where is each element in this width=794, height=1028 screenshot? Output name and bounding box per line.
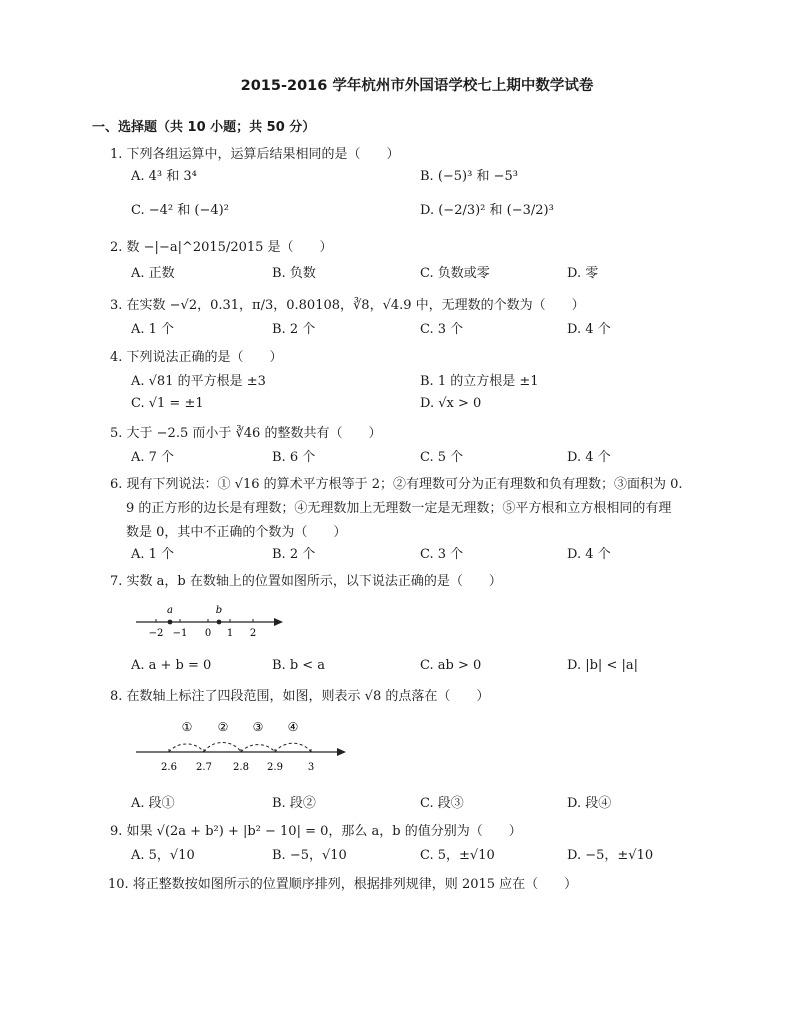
q8-tick-label: 2.6 bbox=[161, 762, 177, 773]
q7-tick-label: 0 bbox=[204, 628, 212, 639]
q6-option-b: B. 2 个 bbox=[272, 547, 316, 562]
q8-segment-arc bbox=[204, 743, 241, 752]
q3-option-d: D. 4 个 bbox=[567, 322, 611, 337]
q7-tick-label: 2 bbox=[249, 628, 257, 639]
q7-tick-label: 1 bbox=[226, 628, 234, 639]
q7-point-b bbox=[217, 620, 222, 625]
q7-option-c: C. ab > 0 bbox=[420, 658, 482, 673]
q8-tick-label: 2.8 bbox=[233, 762, 249, 773]
question-3-stem: 3. 在实数 −√2，0.31，π/3，0.80108，∛8，√4.9 中，无理数的个数为（ ） bbox=[110, 298, 585, 313]
q9-option-c: C. 5，±√10 bbox=[420, 848, 495, 863]
q8-segment-label: ① bbox=[181, 720, 193, 734]
q8-tick-label: 2.7 bbox=[196, 762, 212, 773]
q8-axis-arrow bbox=[337, 748, 346, 756]
q5-option-c: C. 5 个 bbox=[420, 450, 464, 465]
q8-segment-label: ② bbox=[217, 720, 229, 734]
q8-segment-arc bbox=[169, 744, 204, 752]
q8-segment-label: ④ bbox=[287, 720, 299, 734]
question-6-line-2: 9 的正方形的边长是有理数；④无理数加上无理数一定是无理数；⑤平方根和立方根相同的有理 bbox=[126, 501, 672, 516]
q4-option-d: D. √x > 0 bbox=[420, 396, 482, 411]
q1-option-c: C. −4² 和 (−4)² bbox=[131, 203, 229, 218]
q6-option-a: A. 1 个 bbox=[131, 547, 175, 562]
q8-option-c: C. 段③ bbox=[420, 796, 464, 811]
question-4-stem: 4. 下列说法正确的是（ ） bbox=[110, 350, 283, 365]
q8-option-d: D. 段④ bbox=[567, 796, 612, 811]
q8-segment-arc bbox=[275, 743, 311, 752]
question-1-stem: 1. 下列各组运算中，运算后结果相同的是（ ） bbox=[110, 147, 400, 162]
question-7-stem: 7. 实数 a，b 在数轴上的位置如图所示，以下说法正确的是（ ） bbox=[110, 574, 502, 589]
question-6-line-3: 数是 0，其中不正确的个数为（ ） bbox=[126, 525, 347, 540]
q8-number-line-figure bbox=[126, 712, 356, 776]
q7-option-b: B. b < a bbox=[272, 658, 326, 673]
q3-option-b: B. 2 个 bbox=[272, 322, 316, 337]
q4-option-c: C. √1 = ±1 bbox=[131, 396, 204, 411]
q7-tick-label: −1 bbox=[172, 628, 188, 639]
q8-tick-label: 3 bbox=[307, 762, 315, 773]
q8-option-a: A. 段① bbox=[131, 796, 175, 811]
question-10-stem: 10. 将正整数按如图所示的位置顺序排列，根据排列规律，则 2015 应在（ ） bbox=[108, 877, 578, 892]
q7-point-a bbox=[168, 620, 173, 625]
q8-segment-arc bbox=[241, 745, 275, 752]
q7-label-b: b bbox=[215, 605, 223, 616]
question-8-stem: 8. 在数轴上标注了四段范围，如图，则表示 √8 的点落在（ ） bbox=[110, 689, 490, 704]
q7-tick-label: −2 bbox=[148, 628, 164, 639]
q7-number-line-figure bbox=[126, 600, 296, 644]
q5-option-b: B. 6 个 bbox=[272, 450, 316, 465]
q2-option-b: B. 负数 bbox=[272, 266, 316, 281]
q1-option-a: A. 4³ 和 3⁴ bbox=[131, 169, 197, 184]
q2-option-c: C. 负数或零 bbox=[420, 266, 490, 281]
q8-tick-label: 2.9 bbox=[267, 762, 283, 773]
q7-option-d: D. |b| < |a| bbox=[567, 658, 638, 673]
q8-segment-label: ③ bbox=[252, 720, 264, 734]
q2-option-a: A. 正数 bbox=[131, 266, 175, 281]
question-9-stem: 9. 如果 √(2a + b²) + |b² − 10| = 0，那么 a，b 的值分别为（ ） bbox=[110, 824, 522, 839]
q4-option-b: B. 1 的立方根是 ±1 bbox=[420, 374, 539, 389]
q6-option-d: D. 4 个 bbox=[567, 547, 611, 562]
question-5-stem: 5. 大于 −2.5 而小于 ∛46 的整数共有（ ） bbox=[110, 426, 382, 441]
q7-axis-arrow bbox=[274, 618, 283, 626]
q9-option-b: B. −5，√10 bbox=[272, 848, 347, 863]
question-2-stem: 2. 数 −|−a|^2015/2015 是（ ） bbox=[110, 240, 333, 255]
section-heading: 一、选择题（共 10 小题；共 50 分） bbox=[92, 120, 316, 135]
q9-option-a: A. 5，√10 bbox=[131, 848, 195, 863]
q5-option-a: A. 7 个 bbox=[131, 450, 175, 465]
q7-option-a: A. a + b = 0 bbox=[131, 658, 212, 673]
q3-option-a: A. 1 个 bbox=[131, 322, 175, 337]
q6-option-c: C. 3 个 bbox=[420, 547, 464, 562]
q1-option-b: B. (−5)³ 和 −5³ bbox=[420, 169, 518, 184]
q8-option-b: B. 段② bbox=[272, 796, 316, 811]
q4-option-a: A. √81 的平方根是 ±3 bbox=[131, 374, 266, 389]
q5-option-d: D. 4 个 bbox=[567, 450, 611, 465]
question-6-line-1: 6. 现有下列说法：① √16 的算术平方根等于 2；②有理数可分为正有理数和负有理数；③面积为 0. bbox=[110, 477, 683, 492]
exam-title: 2015-2016 学年杭州市外国语学校七上期中数学试卷 bbox=[240, 78, 594, 94]
q2-option-d: D. 零 bbox=[567, 266, 599, 281]
q7-label-a: a bbox=[167, 605, 173, 616]
q1-option-d: D. (−2/3)² 和 (−3/2)³ bbox=[420, 203, 554, 218]
q3-option-c: C. 3 个 bbox=[420, 322, 464, 337]
q9-option-d: D. −5，±√10 bbox=[567, 848, 654, 863]
